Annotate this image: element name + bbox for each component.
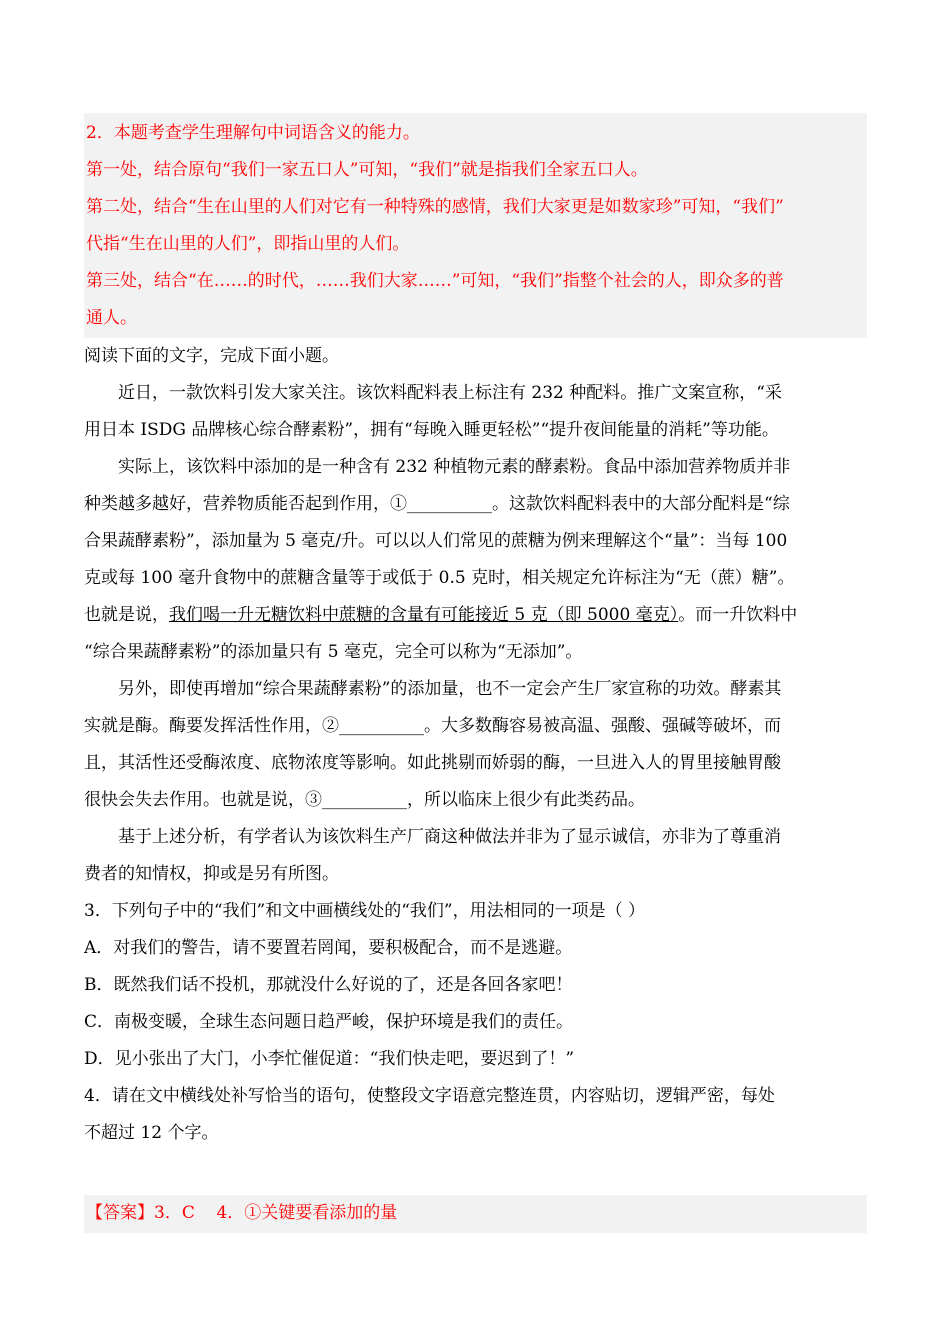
text-span: 。而一升饮料中 [678,605,798,625]
option-b: B．既然我们话不投机，那就没什么好说的了，还是各回各家吧！ [84,975,573,995]
passage-intro: 阅读下面的文字，完成下面小题。 [84,346,339,366]
passage-line: 且，其活性还受酶浓度、底物浓度等影响。如此挑剔而娇弱的酶，一旦进入人的胃里接触胃酸 [84,753,781,773]
passage-line: 用日本 ISDG 品牌核心综合酵素粉”，拥有“每晚入睡更轻松”“提升夜间能量的消耗”等功能。 [84,420,779,440]
passage-line: 合果蔬酵素粉”，添加量为 5 毫克/升。可以以人们常见的蔗糖为例来理解这个“量”：当每 100 [84,531,788,551]
passage-line: 很快会失去作用。也就是说，③__________，所以临床上很少有此类药品。 [84,790,645,810]
question-stem: 3．下列句子中的“我们”和文中画横线处的“我们”，用法相同的一项是（ ） [84,901,645,921]
explanation-line: 2．本题考查学生理解句中词语含义的能力。 [86,123,420,143]
explanation-line: 通人。 [86,308,137,328]
question-3 [84,893,867,1078]
question-stem: 4．请在文中横线处补写恰当的语句，使整段文字语意完整连贯，内容贴切，逻辑严密，每处 [84,1086,775,1106]
passage-line: 实就是酶。酶要发挥活性作用，②__________。大多数酶容易被高温、强酸、强碱等破坏，而 [84,716,781,736]
option-c: C．南极变暖，全球生态问题日趋严峻，保护环境是我们的责任。 [84,1012,574,1032]
passage-line: 克或每 100 毫升食物中的蔗糖含量等于或低于 0.5 克时，相关规定允许标注为“无（蔗）糖”。 [84,568,795,588]
explanation-box [84,113,867,338]
explanation-line: 第三处，结合“在……的时代，……我们大家……”可知，“我们”指整个社会的人，即众多的普 [86,271,784,291]
answer-box [84,1195,867,1233]
text-span: 也就是说， [84,605,169,625]
option-d: D．见小张出了大门，小李忙催促道：“我们快走吧，要迟到了！” [84,1049,575,1069]
passage-line: “综合果蔬酵素粉”的添加量只有 5 毫克，完全可以称为“无添加”。 [84,642,583,662]
paragraph-3 [84,671,867,819]
answer-text: 3．C 4．①关键要看添加的量 [154,1203,398,1223]
paragraph-4 [84,819,867,893]
answer-label: 【答案】 [86,1203,154,1223]
explanation-line: 第一处，结合原句“我们一家五口人”可知，“我们”就是指我们全家五口人。 [86,160,648,180]
passage-line: 种类越多越好，营养物质能否起到作用，①__________。这款饮料配料表中的大部分配料是“综 [84,494,790,514]
passage-line: 费者的知情权，抑或是另有所图。 [84,864,339,884]
passage-line: 另外，即使再增加“综合果蔬酵素粉”的添加量，也不一定会产生厂家宣称的功效。酵素其 [118,679,782,699]
passage-line: 实际上，该饮料中添加的是一种含有 232 种植物元素的酵素粉。食品中添加营养物质并非 [118,457,791,477]
option-a: A．对我们的警告，请不要置若罔闻，要积极配合，而不是逃避。 [84,938,573,958]
explanation-line: 第二处，结合“生在山里的人们对它有一种特殊的感情，我们大家更是如数家珍”可知，“我们” [86,197,784,217]
reading-passage [84,338,867,1152]
paragraph-1 [84,375,867,449]
question-4 [84,1078,867,1152]
passage-line-underlined [84,597,867,634]
paragraph-2 [84,449,867,671]
question-stem: 不超过 12 个字。 [84,1123,219,1143]
underlined-sentence: 我们喝一升无糖饮料中蔗糖的含量有可能接近 5 克（即 5000 毫克） [169,605,679,625]
passage-line: 基于上述分析，有学者认为该饮料生产厂商这种做法并非为了显示诚信，亦非为了尊重消 [118,827,781,847]
passage-line: 近日，一款饮料引发大家关注。该饮料配料表上标注有 232 种配料。推广文案宣称，“采 [118,383,782,403]
explanation-line: 代指“生在山里的人们”，即指山里的人们。 [86,234,410,254]
